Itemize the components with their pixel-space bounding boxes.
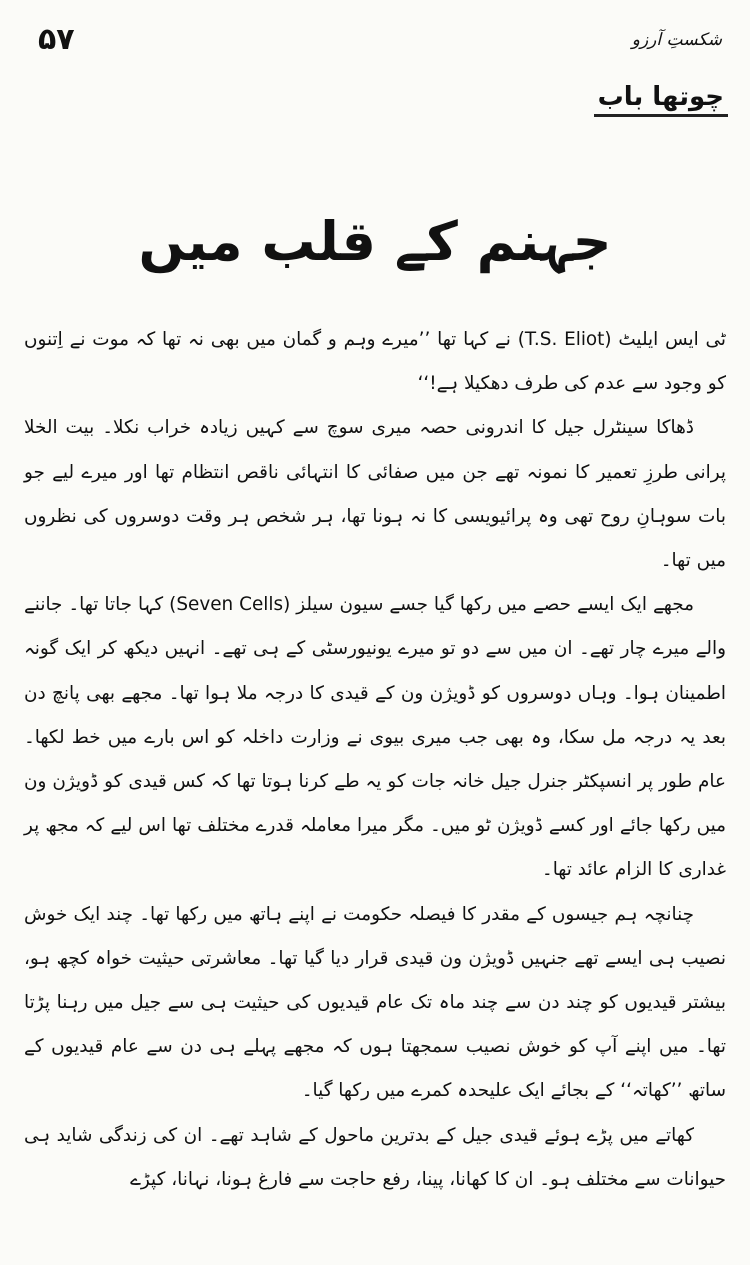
page-number: ۵۷ bbox=[38, 22, 75, 57]
page-header bbox=[22, 22, 728, 62]
paragraph-1: ٹی ایس ایلیٹ (T.S. Eliot) نے کہا تھا ’’میرے وہم و گمان میں بھی نہ تھا کہ موت نے اِتنوں کو وجود سے عدم کی طرف دھکیلا ہے!‘‘ bbox=[24, 329, 726, 395]
paragraph-4: چنانچہ ہم جیسوں کے مقدر کا فیصلہ حکومت نے اپنے ہاتھ میں رکھا تھا۔ چند ایک خوش نصیب ہی ایسے تھے جنہیں ڈویژن ون قیدی قرار دیا گیا تھا۔ معاشرتی حیثیت خواہ کچھ ہو، بیشتر قیدیوں کو چند دن سے چند ماہ تک عام قیدیوں کی حیثیت ہی سے جیل میں رہنا پڑتا تھا۔ میں اپنے آپ کو خوش نصیب سمجھتا ہوں کہ مجھے پہلے ہی دن سے عام قیدیوں کے ساتھ ’’کھاتہ‘‘ کے بجائے ایک علیحدہ کمرے میں رکھا گیا۔ bbox=[24, 903, 726, 1102]
chapter-title: جہنم کے قلب میں bbox=[138, 210, 612, 273]
paragraph-2: ڈھاکا سینٹرل جیل کا اندرونی حصہ میری سوچ سے کہیں زیادہ خراب نکلا۔ بیت الخلا پرانی طرزِ تعمیر کا نمونہ تھے جن میں صفائی کا انتہائی ناقص انتظام تھا اور میرے لیے جو بات سوہانِ روح تھی وہ پرائیویسی کا نہ ہونا تھا، ہر شخص ہر وقت دوسروں کی نظروں میں تھا۔ bbox=[24, 417, 726, 572]
paragraph-3: مجھے ایک ایسے حصے میں رکھا گیا جسے سیون سیلز (Seven Cells) کہا جاتا تھا۔ جاننے والے میرے چار تھے۔ ان میں سے دو تو میرے یونیورسٹی کے ہی تھے۔ انہیں دیکھ کر ایک گونہ اطمینان ہوا۔ وہاں دوسروں کو ڈویژن ون کے قیدی کا درجہ ملا ہوا تھا۔ مجھے بھی پانچ دن بعد یہ درجہ مل سکا، وہ بھی جب میری بیوی نے وزارت داخلہ کو اس بارے میں خط لکھا۔ عام طور پر انسپکٹر جنرل جیل خانہ جات کو یہ طے کرنا ہوتا تھا کہ کس قیدی کو ڈویژن ون میں رکھا جائے اور کسے ڈویژن ٹو میں۔ مگر میرا معاملہ قدرے مختلف تھا اس لیے کہ مجھ پر غداری کا الزام عائد تھا۔ bbox=[24, 594, 726, 881]
running-book-title: شکستِ آرزو bbox=[631, 30, 722, 50]
paragraph-5: کھاتے میں پڑے ہوئے قیدی جیل کے بدترین ماحول کے شاہد تھے۔ ان کی زندگی شاید ہی حیوانات سے مختلف ہو۔ ان کا کھانا، پینا، رفع حاجت سے فارغ ہونا، نہانا، کپڑے bbox=[24, 1124, 726, 1190]
chapter-label: چوتھا باب bbox=[594, 82, 728, 117]
body-text bbox=[24, 318, 726, 1202]
